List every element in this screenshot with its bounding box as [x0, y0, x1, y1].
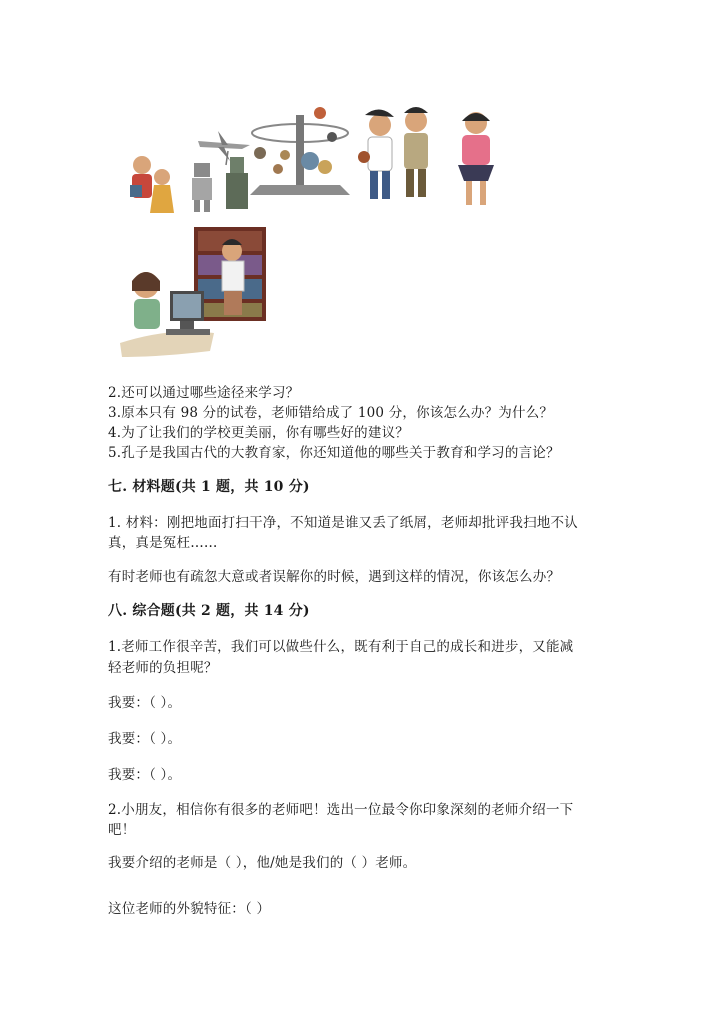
question-3: 3.原本只有 98 分的试卷，老师错给成了 100 分，你该怎么办？为什么？ [108, 405, 554, 421]
question-4: 4.为了让我们的学校更美丽，你有哪些好的建议？ [108, 425, 409, 441]
want-line-1: 我要：（ ）。 [108, 695, 182, 711]
robot-model-icon [192, 157, 248, 212]
school-activities-illustration [110, 95, 520, 360]
bookshelf-child-icon [194, 227, 266, 321]
section-7-heading: 七. 材料题(共 1 题，共 10 分) [108, 479, 310, 495]
want-line-2: 我要：（ ）。 [108, 731, 182, 747]
planet-model-icon [250, 107, 350, 195]
section-7-q1-line1: 1. 材料：刚把地面打扫干净，不知道是谁又丢了纸屑，老师却批评我扫地不认 [108, 515, 578, 531]
section-8-q2-appearance: 这位老师的外貌特征：（ ） [108, 901, 271, 917]
section-7-q1-question: 有时老师也有疏忽大意或者误解你的时候，遇到这样的情况，你该怎么办？ [108, 569, 561, 585]
section-8-q2-line2: 吧！ [108, 822, 136, 838]
section-8-q1-line2: 轻老师的负担呢？ [108, 660, 218, 676]
question-2: 2.还可以通过哪些途径来学习？ [108, 385, 300, 401]
children-talking-icon [130, 156, 174, 213]
section-8-q2-line1: 2.小朋友，相信你有很多的老师吧！选出一位最令你印象深刻的老师介绍一下 [108, 802, 574, 818]
section-8-q1-line1: 1.老师工作很辛苦，我们可以做些什么，既有利于自己的成长和进步，又能减 [108, 639, 574, 655]
section-8-q2-intro: 我要介绍的老师是（ ），他/她是我们的（ ）老师。 [108, 855, 417, 871]
section-8-heading: 八. 综合题(共 2 题，共 14 分) [108, 603, 310, 619]
question-5: 5.孔子是我国古代的大教育家，你还知道他的哪些关于教育和学习的言论？ [108, 445, 560, 461]
want-line-3: 我要：（ ）。 [108, 767, 182, 783]
three-children-walking-icon [358, 107, 494, 205]
section-7-q1-line2: 真，真是冤枉…… [108, 535, 218, 551]
